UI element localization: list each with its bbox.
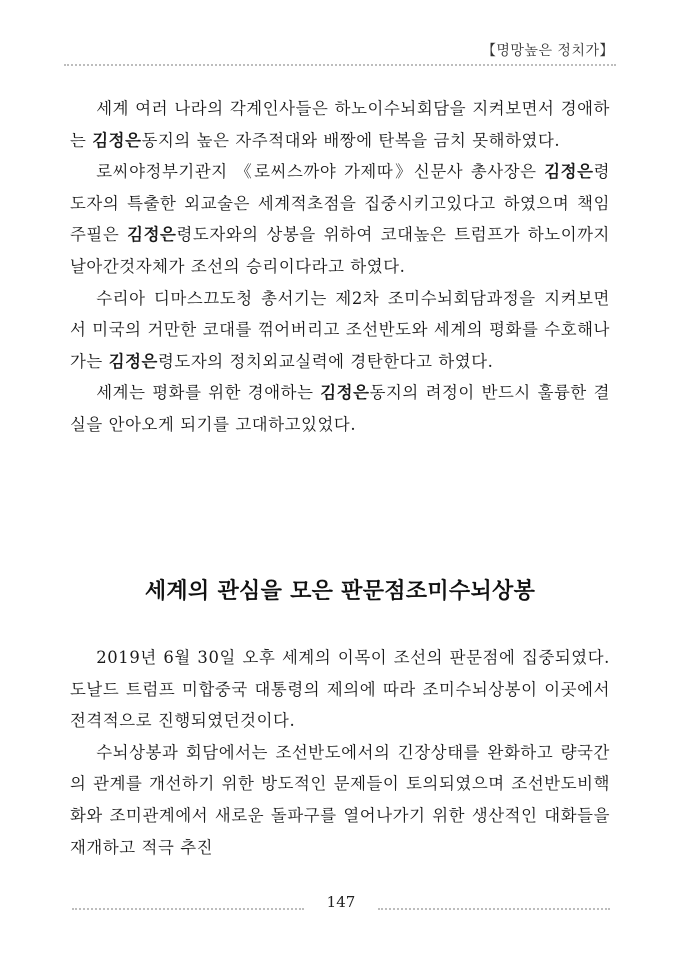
header-title: 【명망높은 정치가】 [481,43,614,59]
text-run: 수리아 디마스끄도청 총서기는 제2차 조미수뇌회담과정을 지켜보면서 미국의 거만한 코대를 꺾어버리고 조선반도와 세계의 평화를 수호해나가는 [70,288,610,371]
text-run: 령도자와의 상봉을 위하여 코대높은 트럼프가 하노이까지 날아간것자체가 조선의 승리이다라고 하였다. [70,225,610,276]
section2-body [70,642,610,863]
section-heading: 세계의 관심을 모은 판문점조미수뇌상봉 [144,579,536,604]
text-run: 동지의 높은 자주적대와 배짱에 탄복을 금치 못해하였다. [141,130,561,150]
leader-name-emphasis: 김정은 [92,130,142,150]
paragraph [70,283,610,378]
text-run: 세계 여러 나라의 각계인사들은 하노이수뇌회담을 지켜보면서 경애하는 [70,99,610,150]
text-run: 수뇌상봉과 회담에서는 조선반도에서의 긴장상태를 완화하고 량국간의 관계를 개선하기 위한 방도적인 문제들이 토의되였으며 조선반도비핵화와 조미관계에서 새로운 돌파구를 열어나가기 위한 생산적인 대화들을 재개하고 적극 추진 [70,742,610,857]
leader-name-emphasis: 김정은 [544,162,594,182]
paragraph [70,93,610,156]
leader-name-emphasis: 김정은 [320,383,370,403]
leader-name-emphasis: 김정은 [108,351,158,371]
text-run: 동지의 려정이 반드시 훌륭한 결실을 안아오게 되기를 고대하고있었다. [70,383,610,434]
text-run: 로씨야정부기관지 《로씨스까야 가제따》신문사 총사장은 [96,162,545,182]
paragraph [70,377,610,440]
page-number: 147 [326,893,356,911]
text-run: 2019년 6월 30일 오후 세계의 이목이 조선의 판문점에 집중되였다. 도날드 트럼프 미합중국 대통령의 제의에 따라 조미수뇌상봉이 이곳에서 전격적으로 진행되였던것이다. [70,648,610,731]
leader-name-emphasis: 김정은 [127,225,177,245]
footer-divider-left [72,908,304,910]
footer-divider-right [378,908,610,910]
paragraph [70,737,610,863]
paragraph [70,642,610,737]
text-run: 령도자의 특출한 외교술은 세계적초점을 집중시키고있다고 하였으며 책임주필은 [70,162,610,245]
section1-body [70,93,610,441]
paragraph [70,156,610,282]
text-run: 세계는 평화를 위한 경애하는 [96,383,321,403]
header-divider [64,64,616,66]
text-run: 령도자의 정치외교실력에 경탄한다고 하였다. [158,351,494,371]
